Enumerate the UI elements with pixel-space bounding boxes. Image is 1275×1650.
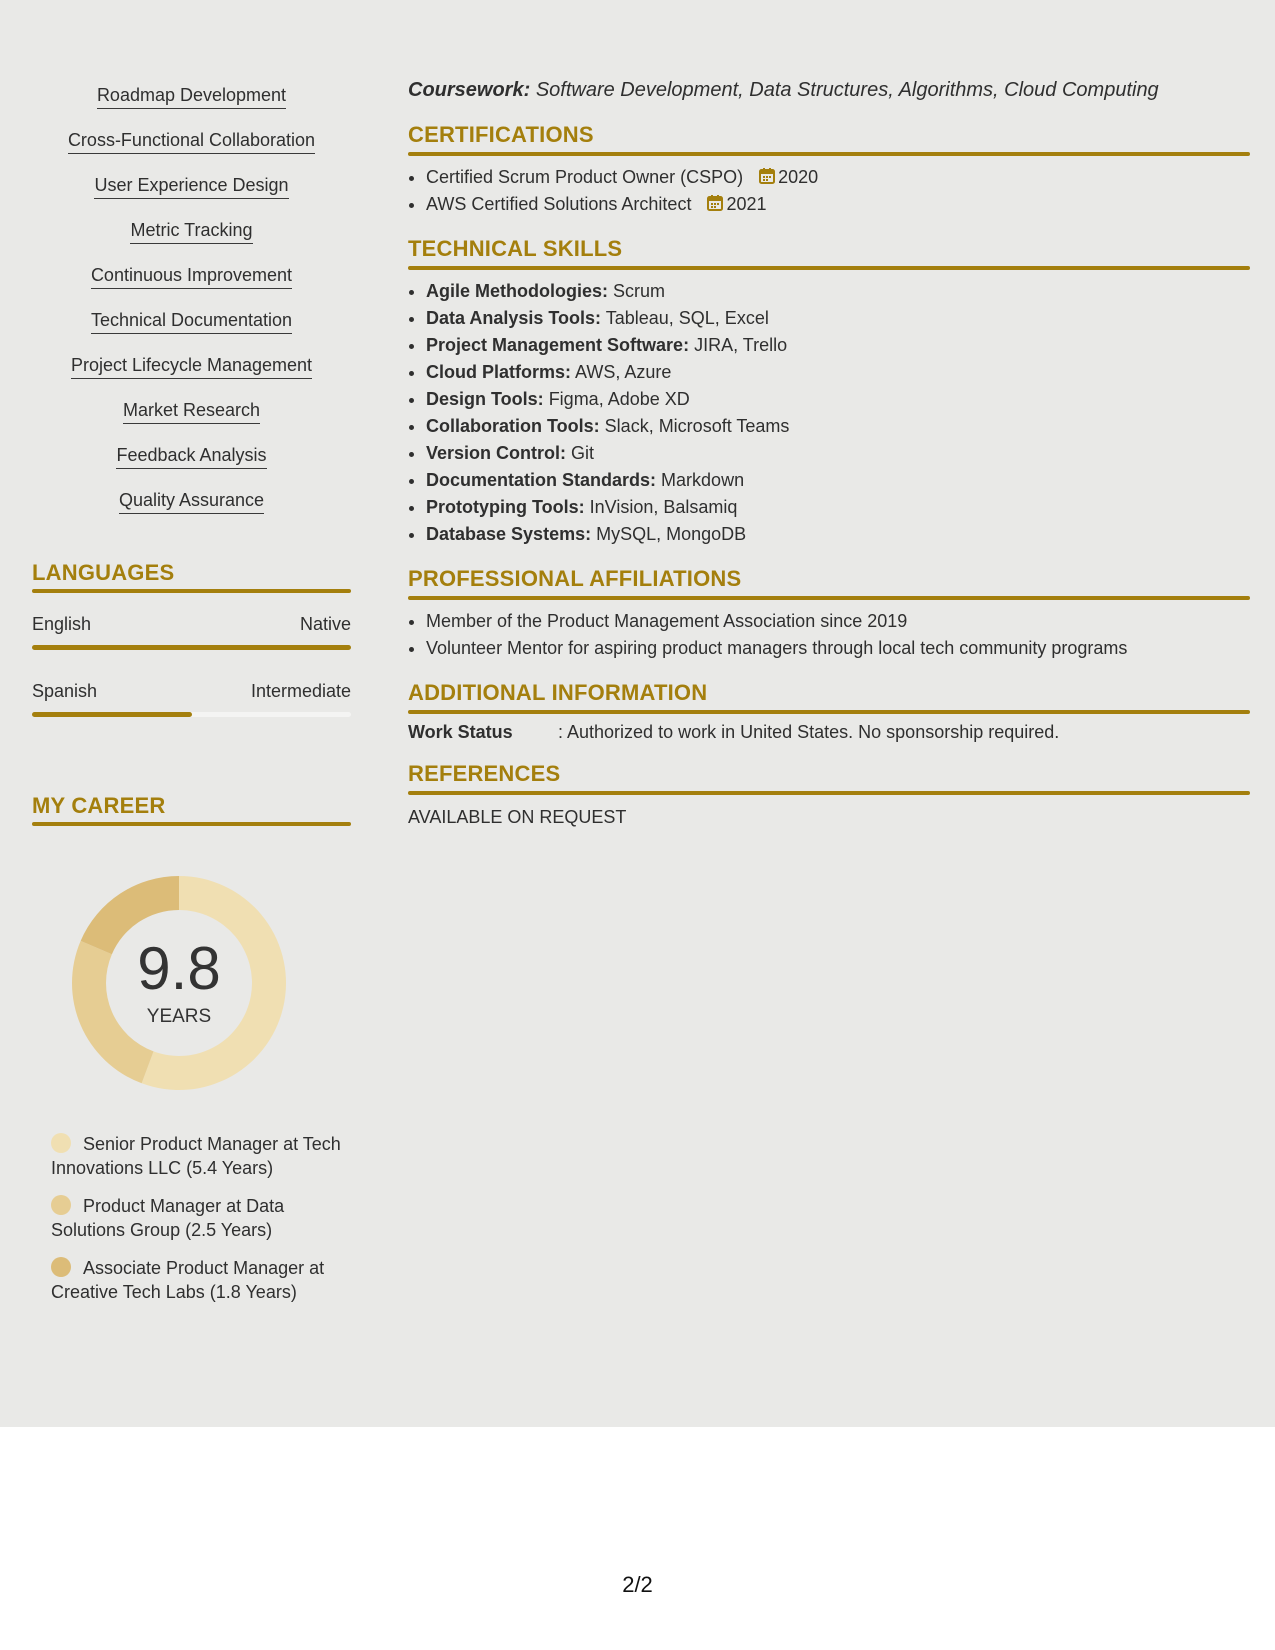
tech-skill-value: Scrum <box>613 281 666 301</box>
references-text: AVAILABLE ON REQUEST <box>408 807 627 827</box>
tech-skill-value: Markdown <box>661 470 745 490</box>
tech-skill-value: Slack, Microsoft Teams <box>604 416 790 436</box>
work-status-label: Work Status <box>408 722 513 742</box>
career-heading: MY CAREER <box>32 793 166 818</box>
additional-info-section <box>408 680 1250 743</box>
certification-item <box>426 164 1250 191</box>
page-number: 2/2 <box>622 1572 653 1597</box>
certification-item <box>426 191 1250 218</box>
tech-skill-value: AWS, Azure <box>575 362 672 382</box>
additional-info-heading: ADDITIONAL INFORMATION <box>408 680 708 705</box>
references-section <box>408 761 1250 828</box>
career-donut-chart <box>66 870 292 1096</box>
skill-item: User Experience Design <box>94 174 288 199</box>
skill-item: Quality Assurance <box>119 489 264 514</box>
skill-item: Technical Documentation <box>91 309 292 334</box>
languages-heading: LANGUAGES <box>32 560 175 585</box>
affiliations-rule <box>408 596 1250 600</box>
tech-skill-value: Figma, Adobe XD <box>548 389 690 409</box>
career-legend-item <box>51 1194 341 1242</box>
tech-skill-value: InVision, Balsamiq <box>589 497 738 517</box>
references-rule <box>408 791 1250 795</box>
tech-skill-label: Prototyping Tools: <box>426 497 585 517</box>
language-level: Native <box>299 614 351 634</box>
tech-skill-value: Tableau, SQL, Excel <box>605 308 769 328</box>
tech-skill-item <box>426 494 1250 521</box>
language-bar <box>32 712 351 717</box>
tech-skill-value: Git <box>571 443 595 463</box>
tech-skill-label: Collaboration Tools: <box>426 416 600 436</box>
affiliation-item: • Member of the Product Management Association since 2019 <box>426 608 1250 635</box>
language-bar <box>32 645 351 650</box>
language-bar-fill <box>32 645 351 650</box>
career-legend-item <box>51 1132 341 1180</box>
calendar-icon <box>758 167 776 185</box>
tech-skill-item <box>426 440 1250 467</box>
skill-item: Project Lifecycle Management <box>71 354 312 379</box>
skill-item: Metric Tracking <box>130 219 252 244</box>
tech-skill-label: Documentation Standards: <box>426 470 657 490</box>
tech-skill-item <box>426 467 1250 494</box>
affiliation-item: • Volunteer Mentor for aspiring product managers through local tech community programs <box>426 635 1250 662</box>
tech-skill-label: Cloud Platforms: <box>426 362 572 382</box>
tech-skill-item <box>426 305 1250 332</box>
languages-rule <box>32 589 351 593</box>
certification-year: 2020 <box>778 167 819 187</box>
skills-list <box>32 84 351 534</box>
language-level: Intermediate <box>250 681 351 701</box>
tech-skill-label: Agile Methodologies: <box>426 281 608 301</box>
tech-skill-item <box>426 413 1250 440</box>
technical-skills-rule <box>408 266 1250 270</box>
language-bar-fill <box>32 712 192 717</box>
coursework-text: Software Development, Data Structures, Algorithms, Cloud Computing <box>535 79 1159 101</box>
language-name: Spanish <box>32 681 98 701</box>
language-spanish <box>32 680 351 717</box>
work-status-row <box>408 722 1250 743</box>
certifications-rule <box>408 152 1250 156</box>
career-role-label: Senior Product Manager at Tech Innovations LLC (5.4 Years) <box>51 1134 341 1178</box>
legend-dot <box>51 1195 71 1215</box>
skill-item: Cross-Functional Collaboration <box>68 129 315 154</box>
tech-skill-label: Project Management Software: <box>426 335 690 355</box>
career-years-unit: YEARS <box>146 1006 212 1027</box>
legend-dot <box>51 1257 71 1277</box>
tech-skill-label: Design Tools: <box>426 389 544 409</box>
certification-year: 2021 <box>726 194 767 214</box>
coursework-line <box>408 76 1250 104</box>
calendar-icon <box>706 194 724 212</box>
references-heading: REFERENCES <box>408 761 561 786</box>
tech-skill-value: JIRA, Trello <box>694 335 788 355</box>
technical-skills-list <box>408 278 1250 548</box>
language-name: English <box>32 614 92 634</box>
certification-name: AWS Certified Solutions Architect <box>426 194 692 214</box>
legend-dot <box>51 1133 71 1153</box>
right-column <box>408 76 1250 828</box>
career-legend-item <box>51 1256 341 1304</box>
skill-item: Roadmap Development <box>97 84 286 109</box>
certifications-section <box>408 122 1250 218</box>
technical-skills-section <box>408 236 1250 548</box>
career-rule <box>32 822 351 826</box>
affiliations-section <box>408 566 1250 662</box>
tech-skill-value: MySQL, MongoDB <box>596 524 747 544</box>
language-english <box>32 613 351 650</box>
skill-item: Market Research <box>123 399 260 424</box>
coursework-label: Coursework: <box>408 79 531 101</box>
tech-skill-item <box>426 359 1250 386</box>
career-section <box>32 793 351 1304</box>
languages-section <box>32 560 351 717</box>
career-legend <box>51 1132 341 1304</box>
additional-info-rule <box>408 710 1250 714</box>
certifications-list <box>408 164 1250 218</box>
tech-skill-item <box>426 332 1250 359</box>
affiliations-heading: PROFESSIONAL AFFILIATIONS <box>408 566 742 591</box>
skill-item: Continuous Improvement <box>91 264 292 289</box>
tech-skill-item <box>426 386 1250 413</box>
tech-skill-label: Database Systems: <box>426 524 592 544</box>
left-column <box>32 84 351 1318</box>
tech-skill-label: Data Analysis Tools: <box>426 308 602 328</box>
tech-skill-item <box>426 521 1250 548</box>
certifications-heading: CERTIFICATIONS <box>408 122 594 147</box>
tech-skill-label: Version Control: <box>426 443 567 463</box>
career-total-years: 9.8 <box>137 935 221 1002</box>
career-role-label: Associate Product Manager at Creative Tech Labs (1.8 Years) <box>51 1258 325 1302</box>
affiliations-list <box>408 608 1250 662</box>
career-role-label: Product Manager at Data Solutions Group (2.5 Years) <box>51 1196 285 1240</box>
certification-name: Certified Scrum Product Owner (CSPO) <box>426 167 744 187</box>
skill-item: Feedback Analysis <box>116 444 266 469</box>
technical-skills-heading: TECHNICAL SKILLS <box>408 236 623 261</box>
tech-skill-item <box>426 278 1250 305</box>
work-status-value: : Authorized to work in United States. No sponsorship required. <box>558 722 1060 742</box>
